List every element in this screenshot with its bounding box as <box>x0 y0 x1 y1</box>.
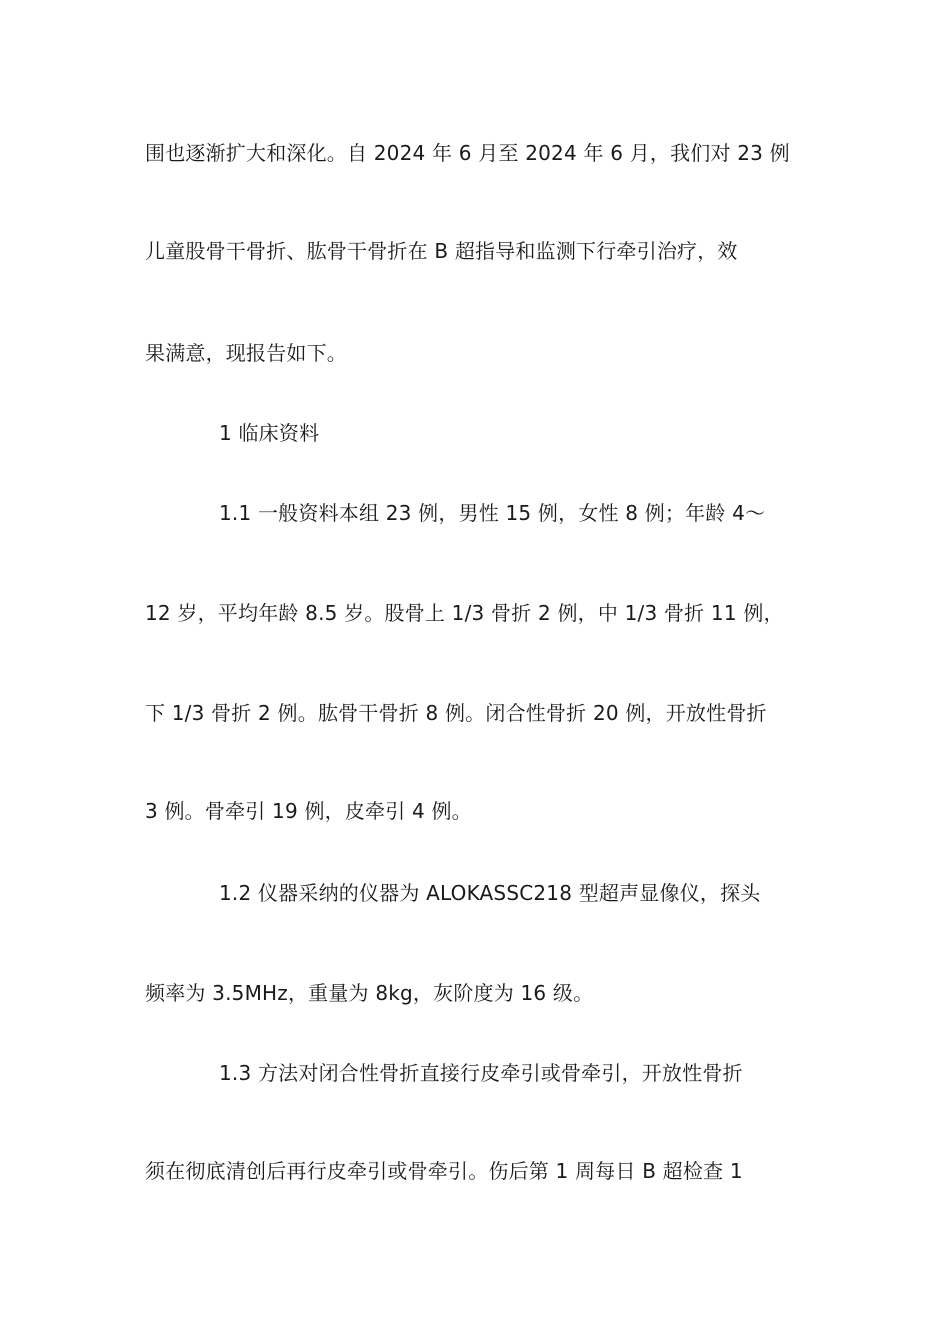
text-line-6: 12 岁，平均年龄 8.5 岁。股骨上 1/3 骨折 2 例，中 1/3 骨折 11 例， <box>145 601 784 625</box>
text-line-5: 1.1 一般资料本组 23 例，男性 15 例，女性 8 例；年龄 4～ <box>219 501 766 525</box>
section-heading: 1 临床资料 <box>219 421 320 445</box>
text-line-7: 下 1/3 骨折 2 例。肱骨干骨折 8 例。闭合性骨折 20 例，开放性骨折 <box>145 701 767 725</box>
text-line-8: 3 例。骨牵引 19 例，皮牵引 4 例。 <box>145 799 472 823</box>
text-line-2: 儿童股骨干骨折、肱骨干骨折在 B 超指导和监测下行牵引治疗，效 <box>145 239 738 263</box>
text-line-12: 须在彻底清创后再行皮牵引或骨牵引。伤后第 1 周每日 B 超检查 1 <box>145 1159 743 1183</box>
text-line-3: 果满意，现报告如下。 <box>145 341 347 365</box>
text-line-9: 1.2 仪器采纳的仪器为 ALOKASSC218 型超声显像仪，探头 <box>219 881 761 905</box>
text-line-10: 频率为 3.5MHz，重量为 8kg，灰阶度为 16 级。 <box>145 981 594 1005</box>
text-line-1: 围也逐渐扩大和深化。自 2024 年 6 月至 2024 年 6 月，我们对 23 例 <box>145 141 790 165</box>
text-line-11: 1.3 方法对闭合性骨折直接行皮牵引或骨牵引，开放性骨折 <box>219 1061 743 1085</box>
